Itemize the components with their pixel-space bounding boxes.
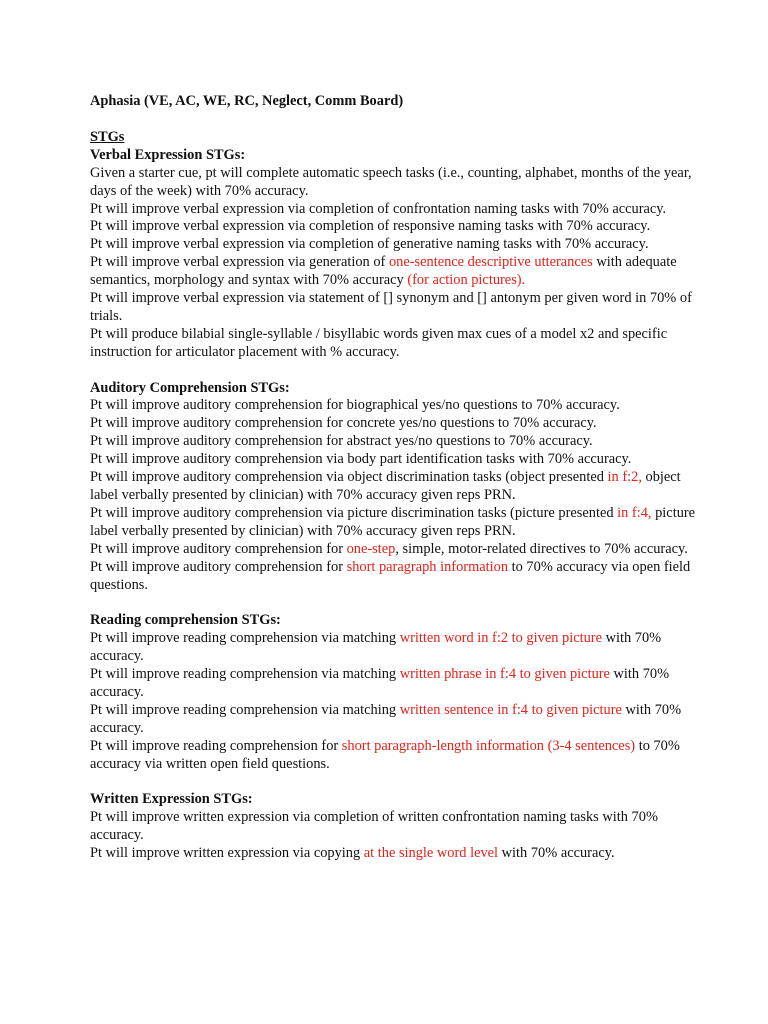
goal-text: Pt will improve reading comprehension for <box>90 737 342 754</box>
highlighted-text: written sentence in f:4 to given picture <box>399 701 622 718</box>
goal-item <box>90 738 708 774</box>
highlighted-text: (for action pictures). <box>407 272 526 289</box>
highlighted-text: in f:2, <box>607 469 642 486</box>
section-title: Reading comprehension STGs: <box>90 612 281 629</box>
goal-item <box>90 397 708 415</box>
stg-section <box>90 791 708 863</box>
goal-item <box>90 702 708 738</box>
stg-section <box>90 380 708 595</box>
goal-text: Pt will improve reading comprehension via matching <box>90 666 400 683</box>
section-title: Verbal Expression STGs: <box>90 146 246 163</box>
goal-text: picture label verbally presented by clinician) with 70% accuracy given reps PRN. <box>90 504 696 539</box>
goal-text: with 70% accuracy. <box>90 701 682 736</box>
goal-item <box>90 165 708 201</box>
goal-item <box>90 505 708 541</box>
sections-container <box>90 147 708 863</box>
goal-text: Pt will improve verbal expression via completion of confrontation naming tasks with 70% accuracy. <box>90 200 667 217</box>
goal-item <box>90 236 708 254</box>
goal-text: Pt will improve auditory comprehension for concrete yes/no questions to 70% accuracy. <box>90 415 597 432</box>
goal-item <box>90 415 708 433</box>
goal-item <box>90 559 708 595</box>
goal-text: Pt will improve written expression via completion of written confrontation naming tasks with 70% accuracy. <box>90 809 658 844</box>
document-title: Aphasia (VE, AC, WE, RC, Neglect, Comm Board) <box>90 93 404 109</box>
highlighted-text: at the single word level <box>363 845 499 862</box>
highlighted-text: short paragraph information <box>346 558 509 575</box>
goal-item <box>90 809 708 845</box>
goal-text: object label verbally presented by clinician) with 70% accuracy given reps PRN. <box>90 469 681 504</box>
goal-item <box>90 290 708 326</box>
highlighted-text: written word in f:2 to given picture <box>399 630 602 647</box>
goal-text: with 70% accuracy. <box>498 845 615 862</box>
goal-text: Pt will improve verbal expression via completion of responsive naming tasks with 70% accuracy. <box>90 218 651 235</box>
goal-text: Given a starter cue, pt will complete automatic speech tasks (i.e., counting, alphabet, months of the year, days of the week) with 70% accuracy. <box>90 164 692 199</box>
goal-text: Pt will improve verbal expression via statement of [] synonym and [] antonym per given word in 70% of trials. <box>90 290 692 324</box>
highlighted-text: one-sentence descriptive utterances <box>388 254 593 271</box>
goal-text: Pt will improve auditory comprehension via picture discrimination tasks (picture presented <box>90 504 618 521</box>
goal-item <box>90 845 708 863</box>
goal-text: Pt will improve auditory comprehension via body part identification tasks with 70% accuracy. <box>90 451 632 468</box>
goal-item <box>90 541 708 559</box>
goal-text: Pt will improve reading comprehension via matching <box>90 630 400 647</box>
highlighted-text: in f:4, <box>617 504 652 521</box>
goal-text: Pt will improve auditory comprehension for abstract yes/no questions to 70% accuracy. <box>90 433 593 450</box>
goal-item <box>90 666 708 702</box>
goal-text: Pt will improve verbal expression via generation of <box>90 254 389 271</box>
highlighted-text: written phrase in f:4 to given picture <box>399 666 610 683</box>
goal-text: , simple, motor-related directives to 70% accuracy. <box>395 540 688 557</box>
stg-section <box>90 147 708 362</box>
goal-text: Pt will improve reading comprehension via matching <box>90 701 400 718</box>
goal-text: with 70% accuracy. <box>90 666 670 700</box>
highlighted-text: short paragraph-length information (3-4 sentences) <box>341 737 636 754</box>
goal-text: Pt will improve verbal expression via completion of generative naming tasks with 70% accuracy. <box>90 236 649 253</box>
goal-text: to 70% accuracy via written open field questions. <box>90 737 680 772</box>
goal-item <box>90 433 708 451</box>
goal-text: with adequate semantics, morphology and syntax with 70% accuracy <box>90 254 677 289</box>
goal-item <box>90 469 708 505</box>
section-title: Auditory Comprehension STGs: <box>90 379 290 396</box>
goal-item <box>90 451 708 469</box>
goal-item <box>90 326 708 362</box>
goal-item <box>90 630 708 666</box>
section-title: Written Expression STGs: <box>90 791 253 808</box>
goal-item <box>90 201 708 219</box>
goal-text: with 70% accuracy. <box>90 630 662 665</box>
goal-item <box>90 218 708 236</box>
highlighted-text: one-step <box>346 540 396 557</box>
goal-text: Pt will improve auditory comprehension for <box>90 540 347 557</box>
goal-item <box>90 254 708 290</box>
stgs-heading: STGs <box>90 128 125 145</box>
goal-text: to 70% accuracy via open field questions. <box>90 558 691 593</box>
goal-text: Pt will improve written expression via copying <box>90 845 364 862</box>
goal-text: Pt will improve auditory comprehension for biographical yes/no questions to 70% accuracy. <box>90 397 620 414</box>
goal-text: Pt will produce bilabial single-syllable / bisyllabic words given max cues of a model x2 and specific instruction for articulator placement with % accuracy. <box>90 325 668 360</box>
stg-section <box>90 612 708 773</box>
goal-text: Pt will improve auditory comprehension for <box>90 558 347 575</box>
goal-text: Pt will improve auditory comprehension via object discrimination tasks (object presented <box>90 469 608 486</box>
